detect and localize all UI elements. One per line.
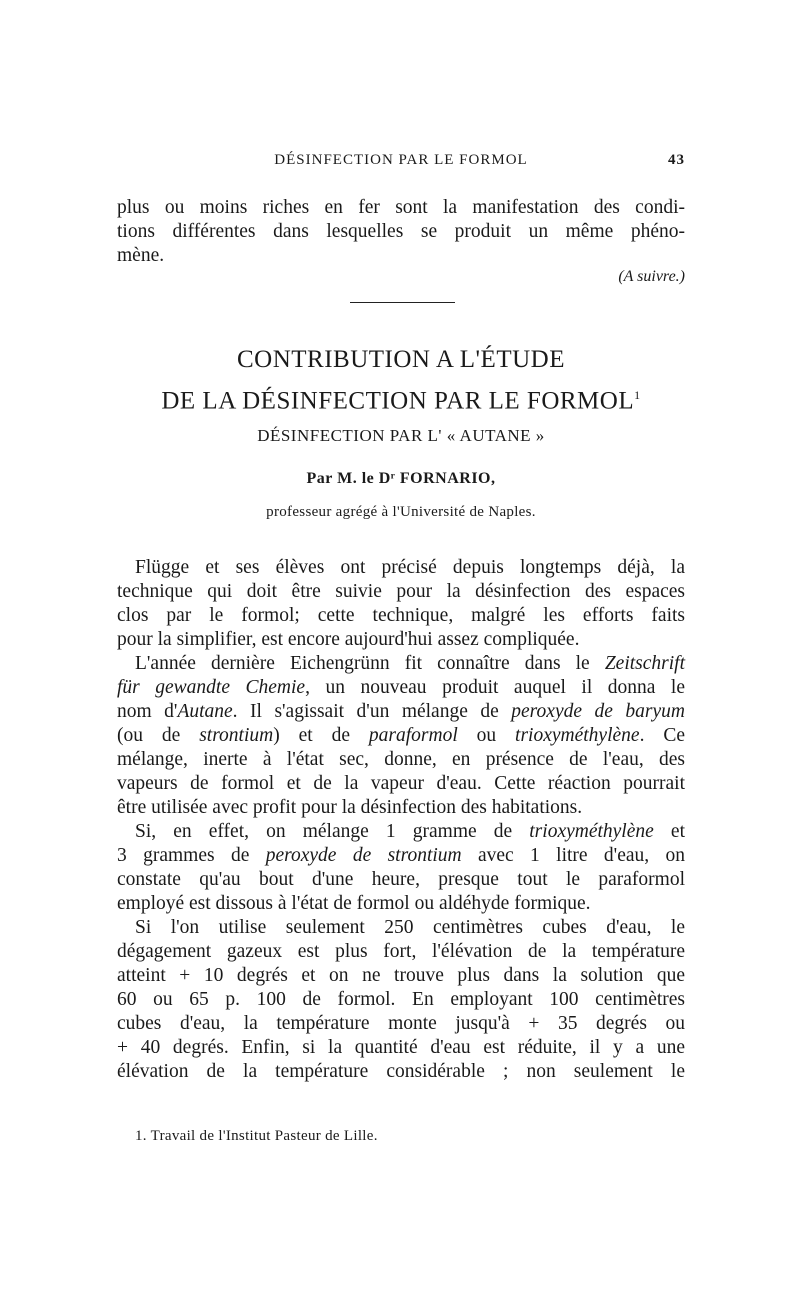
text-run: . Ce <box>639 725 685 746</box>
article-body <box>117 556 685 1084</box>
text-line: être utilisée avec profit pour la désinfection des habitations. <box>117 797 583 818</box>
footnote-marker: 1 <box>634 388 641 402</box>
text-run: nom d' <box>117 701 178 722</box>
text-line: employé est dissous à l'état de formol ou aldéhyde formique. <box>117 893 591 914</box>
text-run: , un nouveau produit auquel il donna le <box>305 677 685 698</box>
text-line: vapeurs de formol et de la vapeur d'eau. Cette réaction pourrait <box>117 773 685 794</box>
footnote: 1. Travail de l'Institut Pasteur de Lille. <box>135 1128 378 1144</box>
text-run: . Il s'agissait d'un mélange de <box>232 701 512 722</box>
text-run: ) et de <box>273 725 369 746</box>
text-line <box>117 724 685 748</box>
italic-run: peroxyde de strontium <box>265 845 462 866</box>
article-author: Par M. le Dʳ FORNARIO, <box>306 470 496 487</box>
running-head-title: DÉSINFECTION PAR LE FORMOL <box>274 152 528 168</box>
article-subtitle: DÉSINFECTION PAR L' « AUTANE » <box>257 426 545 445</box>
article-title-text: DE LA DÉSINFECTION PAR LE FORMOL <box>161 387 635 415</box>
text-line: Flügge et ses élèves ont précisé depuis longtemps déjà, la <box>135 557 685 578</box>
text-line: Si l'on utilise seulement 250 centimètres cubes d'eau, le <box>135 917 685 938</box>
text-run: Si, en effet, on mélange 1 gramme de <box>135 821 530 842</box>
text-line: atteint + 10 degrés et on ne trouve plus dans la solution que <box>117 965 685 986</box>
text-line: clos par le formol; cette technique, malgré les efforts faits <box>117 605 685 626</box>
italic-run: peroxyde de baryum <box>511 701 685 722</box>
italic-run: trioxyméthylène <box>529 821 654 842</box>
text-line <box>117 700 685 724</box>
to-be-continued-note: (A suivre.) <box>618 268 685 285</box>
italic-run: paraformol <box>368 725 458 746</box>
text-line: plus ou moins riches en fer sont la manifestation des condi- <box>117 197 685 218</box>
italic-run: Autane <box>177 701 233 722</box>
text-line: mène. <box>117 245 165 266</box>
text-line <box>117 652 685 676</box>
author-affiliation: professeur agrégé à l'Université de Naples. <box>266 504 536 520</box>
text-line: pour la simplifier, est encore aujourd'hui assez compliquée. <box>117 629 580 650</box>
italic-run: Zeitschrift <box>604 653 685 674</box>
previous-article-ending <box>117 196 685 268</box>
article-title-line-2 <box>117 378 685 418</box>
text-run: (ou de <box>117 725 200 746</box>
text-line: cubes d'eau, la température monte jusqu'à + 35 degrés ou <box>117 1013 685 1034</box>
text-line <box>117 676 685 700</box>
text-line: + 40 degrés. Enfin, si la quantité d'eau est réduite, il y a une <box>117 1037 685 1058</box>
text-line: élévation de la température considérable ; non seulement le <box>117 1061 685 1082</box>
italic-run: für gewandte Chemie <box>117 677 306 698</box>
text-line <box>117 820 685 844</box>
text-line: tions différentes dans lesquelles se produit un même phéno- <box>117 221 685 242</box>
page-number: 43 <box>668 152 685 168</box>
article-title-line-1: CONTRIBUTION A L'ÉTUDE <box>237 346 565 373</box>
text-run: 3 grammes de <box>117 845 266 866</box>
text-line: technique qui doit être suivie pour la désinfection des espaces <box>117 581 685 602</box>
text-line: mélange, inerte à l'état sec, donne, en présence de l'eau, des <box>117 749 685 770</box>
text-run: L'année dernière Eichengrünn fit connaître dans le <box>135 653 605 674</box>
text-line: constate qu'au bout d'une heure, presque tout le paraformol <box>117 869 685 890</box>
italic-run: strontium <box>199 725 274 746</box>
text-line: 60 ou 65 p. 100 de formol. En employant 100 centimètres <box>117 989 685 1010</box>
text-run: avec 1 litre d'eau, on <box>461 845 685 866</box>
running-head <box>117 152 685 174</box>
text-line: dégagement gazeux est plus fort, l'élévation de la température <box>117 941 685 962</box>
italic-run: trioxyméthylène <box>515 725 640 746</box>
text-run: ou <box>457 725 516 746</box>
text-run: et <box>653 821 685 842</box>
section-divider <box>350 302 455 303</box>
text-line <box>117 844 685 868</box>
